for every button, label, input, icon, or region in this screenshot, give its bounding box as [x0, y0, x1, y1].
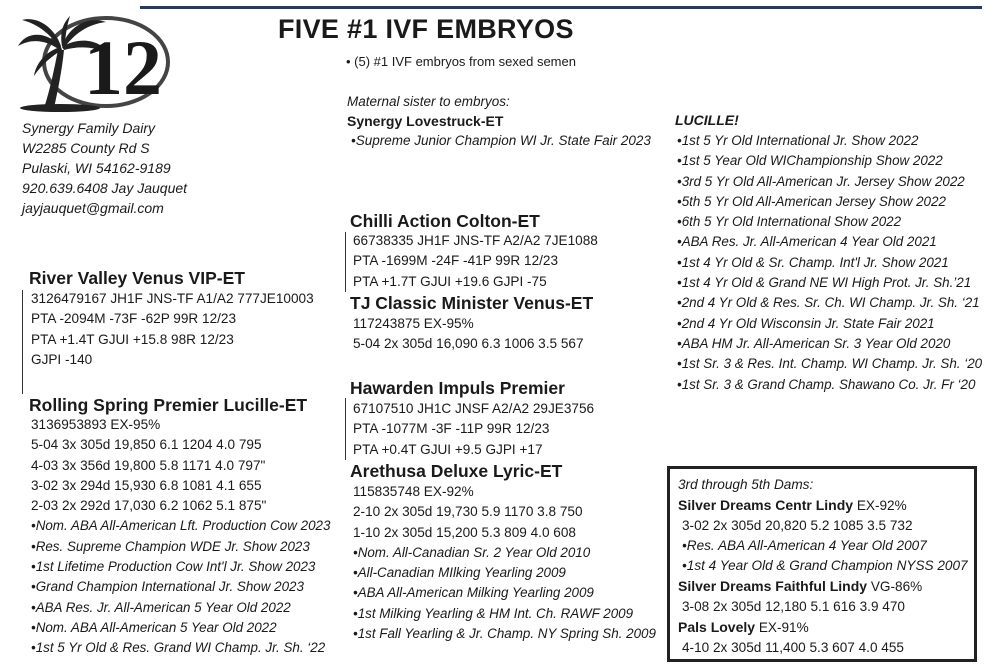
record-line: 2-10 2x 305d 19,730 5.9 1170 3.8 750	[353, 504, 583, 520]
sire-detail-line: PTA -2094M -73F -62P 99R 12/23	[31, 311, 237, 327]
granddam-details	[353, 482, 656, 644]
dam-details	[31, 415, 330, 659]
sire-of-dam-name: Hawarden Impuls Premier	[350, 378, 565, 398]
dam-award: •Grand Champion International Jr. Show 2023	[31, 579, 304, 595]
maternal-note: •Supreme Junior Champion WI Jr. State Fair 2023	[351, 133, 651, 148]
dam-name: Pals Lovely	[678, 619, 756, 635]
granddam-award: •ABA All-American Milking Yearling 2009	[353, 585, 594, 601]
contact-address	[22, 118, 187, 218]
granddam-award: •Nom. All-Canadian Sr. 2 Year Old 2010	[353, 544, 591, 560]
record-line: 1-10 2x 305d 15,200 5.3 809 4.0 608	[353, 524, 576, 540]
dam-detail-line: 3136953893 EX-95%	[31, 417, 161, 432]
record-line: 5-04 2x 305d 16,090 6.3 1006 3.5 567	[353, 336, 584, 352]
lucille-award: •ABA HM Jr. All-American Sr. 3 Year Old 2020	[677, 335, 951, 351]
dam-award: •Nom. ABA All-American Lft. Production Cow 2023	[31, 518, 331, 534]
top-rule	[140, 6, 982, 9]
sire-of-dam-details	[353, 399, 594, 460]
email-address: jayjauquet@gmail.com	[22, 200, 164, 216]
sire-name: River Valley Venus VIP-ET	[29, 268, 245, 288]
lucille-award: •2nd 4 Yr Old & Res. Sr. Ch. WI Champ. Jr. Sh. ‘21	[677, 295, 980, 311]
maternal-label: Maternal sister to embryos:	[347, 94, 510, 109]
detail-line: 67107510 JH1C JNSF A2/A2 29JE3756	[353, 401, 595, 416]
dams-box-title: 3rd through 5th Dams:	[678, 477, 814, 492]
detail-line: 117243875 EX-95%	[353, 316, 474, 331]
lucille-award: •1st 4 Yr Old & Grand NE WI High Prot. Jr. Sh.’21	[677, 275, 972, 291]
lucille-awards	[677, 131, 982, 395]
dam-score: VG-86%	[867, 579, 923, 594]
dam-award: •Res. Supreme Champion WDE Jr. Show 2023	[31, 538, 310, 554]
lucille-award: •3rd 5 Yr Old All-American Jr. Jersey Show 2022	[677, 173, 965, 189]
lucille-award: •6th 5 Yr Old International Show 2022	[677, 214, 902, 230]
detail-line: PTA +0.4T GJUI +9.5 GJPI +17	[353, 441, 543, 457]
dam-award: •Nom. ABA All-American 5 Year Old 2022	[31, 619, 277, 635]
lucille-award: •2nd 4 Yr Old Wisconsin Jr. State Fair 2021	[677, 315, 935, 331]
dam-record-line: 3-02 2x 305d 20,820 5.2 1085 3.5 732	[682, 518, 913, 533]
page-title: FIVE #1 IVF EMBRYOS	[278, 14, 574, 44]
dam-award: •1st 5 Yr Old & Res. Grand WI Champ. Jr. Sh. ‘22	[31, 640, 326, 656]
dam-heading	[678, 495, 968, 516]
address-line: 920.639.6408 Jay Jauquet	[22, 180, 188, 196]
address-line: W2285 County Rd S	[22, 140, 150, 156]
embryo-bullet: • (5) #1 IVF embryos from sexed semen	[346, 54, 576, 69]
maternal-name: Synergy Lovestruck-ET	[347, 113, 504, 129]
dam-record-line: 4-10 2x 305d 11,400 5.3 607 4.0 455	[682, 640, 904, 655]
granddam-name: Arethusa Deluxe Lyric-ET	[350, 461, 563, 481]
detail-line: PTA -1699M -24F -41P 99R 12/23	[353, 253, 559, 269]
dam-award: •Res. ABA All-American 4 Year Old 2007	[682, 538, 927, 553]
dam-heading	[678, 576, 968, 597]
dams-box	[667, 466, 977, 662]
granddam-award: •All-Canadian MIlking Yearling 2009	[353, 565, 566, 581]
dam-award: •1st Lifetime Production Cow Int'l Jr. Show 2023	[31, 559, 316, 575]
sire-of-sire-details	[353, 231, 598, 292]
dam-award: •1st 4 Year Old & Grand Champion NYSS 2007	[682, 558, 968, 573]
dam-of-sire-name: TJ Classic Minister Venus-ET	[350, 293, 594, 313]
dam-record-line: 4-03 3x 356d 19,800 5.8 1171 4.0 797"	[31, 457, 266, 473]
sire-details	[31, 289, 314, 370]
address-line: Pulaski, WI 54162-9189	[22, 160, 171, 176]
detail-line: PTA +1.7T GJUI +19.6 GJPI -75	[353, 273, 547, 289]
lucille-award: •ABA Res. Jr. All-American 4 Year Old 2021	[677, 234, 937, 250]
dams-box-content	[678, 475, 968, 658]
dam-heading	[678, 617, 968, 638]
lucille-award: •1st 5 Year Old WIChampionship Show 2022	[677, 153, 943, 169]
dam-of-sire-details	[353, 314, 584, 355]
dam-name: Rolling Spring Premier Lucille-ET	[29, 395, 308, 415]
palm-tree-icon	[14, 10, 174, 112]
dam-award: •ABA Res. Jr. All-American 5 Year Old 2022	[31, 599, 291, 615]
logo-number: 12	[84, 24, 162, 111]
detail-line: 66738335 JH1F JNS-TF A2/A2 7JE1088	[353, 233, 598, 248]
farm-logo	[14, 10, 174, 112]
lucille-award: •1st 5 Yr Old International Jr. Show 2022	[677, 133, 919, 148]
lucille-award: •5th 5 Yr Old All-American Jersey Show 2022	[677, 193, 946, 209]
sire-of-sire-name: Chilli Action Colton-ET	[350, 211, 540, 231]
lucille-award: •1st 4 Yr Old & Sr. Champ. Int'l Jr. Show 2021	[677, 254, 949, 270]
dam-record-line: 2-03 2x 292d 17,030 6.2 1062 5.1 875"	[31, 498, 267, 514]
dam-score: EX-92%	[853, 498, 907, 513]
sire-detail-line: GJPI -140	[31, 351, 93, 367]
detail-line: PTA -1077M -3F -11P 99R 12/23	[353, 421, 550, 437]
granddam-award: •1st Fall Yearling & Jr. Champ. NY Spring Sh. 2009	[353, 626, 656, 642]
dam-name: Silver Dreams Centr Lindy	[678, 497, 854, 513]
sire-detail-line: PTA +1.4T GJUI +15.8 98R 12/23	[31, 331, 234, 347]
dam-name: Silver Dreams Faithful Lindy	[678, 578, 868, 594]
dam-record-line: 3-02 3x 294d 15,930 6.8 1081 4.1 655	[31, 477, 262, 493]
detail-line: 115835748 EX-92%	[353, 484, 474, 499]
pedigree-line	[22, 290, 23, 394]
dam-score: EX-91%	[755, 620, 809, 635]
sire-detail-line: 3126479167 JH1F JNS-TF A1/A2 777JE10003	[31, 291, 314, 306]
pedigree-line	[345, 232, 346, 292]
lucille-award: •1st Sr. 3 & Grand Champ. Shawano Co. Jr. Fr ‘20	[677, 376, 976, 392]
dam-record-line: 5-04 3x 305d 19,850 6.1 1204 4.0 795	[31, 437, 262, 453]
address-line: Synergy Family Dairy	[22, 120, 156, 136]
dam-record-line: 3-08 2x 305d 12,180 5.1 616 3.9 470	[682, 599, 905, 614]
pedigree-line	[345, 398, 346, 460]
granddam-award: •1st Milking Yearling & HM Int. Ch. RAWF 2009	[353, 605, 634, 621]
lucille-title: LUCILLE!	[675, 112, 739, 128]
lucille-award: •1st Sr. 3 & Res. Int. Champ. WI Champ. Jr. Sh. ‘20	[677, 356, 983, 372]
